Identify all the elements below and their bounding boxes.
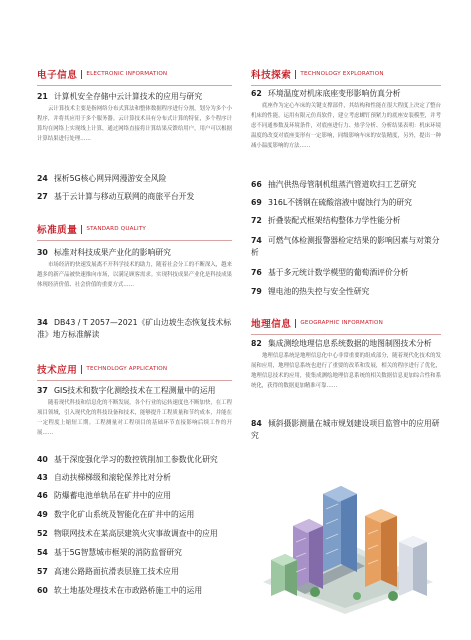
left-column — [37, 0, 232, 640]
toc-entry[interactable] — [251, 88, 441, 151]
toc-entry[interactable] — [37, 547, 232, 559]
page-number: 37 — [37, 386, 48, 395]
page-number: 82 — [251, 339, 262, 348]
article-abstract: 地理信息系统是地理信息化中心非常重要的组成部分，随着现代化技术的发展和应用，地理信息系统也进行了重要的改革和发展，相关的程序进行了优化，地理信息技术的应用，使集成测绘地理信息系统的相关数据信息更加综合性和系统化，获得的数据更加精准可靠…… — [251, 353, 441, 390]
section-electronic-information — [37, 67, 232, 86]
toc-entry[interactable] — [251, 338, 441, 391]
page-number: 24 — [37, 174, 48, 183]
toc-entry[interactable] — [37, 472, 232, 484]
toc-entry[interactable] — [37, 528, 232, 540]
article-title: 基于多元统计数学模型的葡萄酒评价分析 — [268, 268, 409, 277]
section-title-en: TECHNOLOGY EXPLORATION — [300, 71, 384, 77]
toc-entry[interactable] — [251, 267, 441, 279]
article-title: 环境温度对机床底座变形影响仿真分析 — [268, 89, 401, 98]
article-title: 物联网技术在某高层建筑火灾事故调查中的应用 — [54, 529, 218, 538]
section-title-en: STANDARD QUALITY — [86, 226, 147, 232]
page-number: 62 — [251, 89, 262, 98]
section-geographic-information — [251, 316, 441, 335]
article-title: 自动扶梯梯级和滚轮保养比对分析 — [54, 473, 171, 482]
article-title: 316L不锈钢在硫酸溶液中腐蚀行为的研究 — [268, 198, 412, 207]
section-title-zh: 技术应用 — [37, 365, 78, 376]
page-number: 52 — [37, 529, 48, 538]
article-title: 基于深度强化学习的数控铣削加工参数优化研究 — [54, 455, 218, 464]
page-number: 76 — [251, 268, 262, 277]
toc-entry[interactable] — [37, 566, 232, 578]
page-number: 66 — [251, 180, 262, 189]
page-number: 54 — [37, 548, 48, 557]
toc-entry[interactable] — [251, 179, 441, 191]
section-rule — [251, 85, 441, 86]
article-title: 集成测绘地理信息系统数据的地图制图技术分析 — [268, 339, 432, 348]
article-title: 高速公路路面抗滑表层施工技术应用 — [54, 567, 179, 576]
toc-entry[interactable] — [37, 490, 232, 502]
toc-entry[interactable] — [251, 235, 441, 260]
page-number: 69 — [251, 198, 262, 207]
section-title-zh: 科技探索 — [251, 70, 292, 81]
section-divider — [295, 70, 296, 79]
article-abstract: 云计算技术主要是指网络分布式算法和整体数据程序进行分割，划分为多个小程序，并将其应用于多个服务器。云计算技术具有分布式计算的特征，多个程序计算均在网络上实现线上计算，通过网络直接将计算结果反馈给用户，用户可以根据计算结果进行处理…… — [37, 106, 232, 143]
article-title: 防爆蓄电池单轨吊在矿井中的应用 — [54, 491, 171, 500]
section-header — [37, 362, 232, 376]
article-title: 可燃气体检测报警器检定结果的影响因素与对策分析 — [251, 236, 440, 258]
section-title-en: ELECTRONIC INFORMATION — [86, 71, 168, 77]
article-title: 探析5G核心网异网漫游安全风险 — [54, 174, 167, 183]
toc-entry[interactable] — [37, 91, 232, 144]
page-number: 57 — [37, 567, 48, 576]
toc-entry[interactable] — [37, 385, 232, 438]
toc-entry[interactable] — [37, 454, 232, 466]
page-number: 40 — [37, 455, 48, 464]
section-technology-exploration — [251, 67, 441, 86]
article-title: 数字化矿山系统及智能化在矿井中的运用 — [54, 510, 195, 519]
article-title: DB43 / T 2057—2021《矿山边坡生态恢复技术标准》地方标准解读 — [37, 318, 232, 340]
section-divider — [81, 70, 82, 79]
section-header — [251, 67, 441, 81]
article-title: 折叠装配式框架结构整体力学性能分析 — [268, 216, 401, 225]
page-number: 34 — [37, 318, 48, 327]
article-abstract: 随着现代科技和信息化的不断发展，各个行业的运转速度也不断加快，在工程项目领域，引入现代化的科技设备和技术，能够提升工程质量和节约成本，并能在一定程度上缩短工期。工程测量对工程项目的基础环节直接影响后续工作的开展…… — [37, 400, 232, 437]
isometric-city-buildings-icon — [253, 464, 439, 614]
article-title: 标准对科技成果产业化的影响研究 — [54, 248, 171, 257]
toc-entry[interactable] — [251, 215, 441, 227]
section-title-zh: 标准质量 — [37, 225, 78, 236]
section-standard-quality — [37, 222, 232, 241]
section-rule — [251, 334, 441, 335]
toc-entry[interactable] — [37, 317, 232, 342]
section-header — [37, 222, 232, 236]
page-number: 21 — [37, 92, 48, 101]
section-rule — [37, 85, 232, 86]
article-title: 基于5G智慧城市框架的消防监督研究 — [54, 548, 182, 557]
article-abstract: 市场经济的快速发展离不开科学技术的助力，随着社会分工的不断深入，越来越多的新产品被快速推向市场，以满足顾客需求。实现科技成果产业化是科技成果体现经济价值、社会价值的重要方式…… — [37, 262, 232, 289]
section-rule — [37, 380, 232, 381]
article-title: 抽汽供热母管制机组蒸汽管道吹扫工艺研究 — [268, 180, 417, 189]
article-abstract: 底座作为定心车床的关键支撑部件，其结构和性能在很大程度上决定了整台机床的性能。运用有限元仿真软件，建立考虑螺钉预紧力的底座安装模型，并考虑不同通参数及环境条件，对底座进行力、热学分析、分析结果表明：机床环境温度的改变对底座变形有一定影响，同级影响车床的安装精度，另外，提出一种减小温度影响的方法…… — [251, 103, 441, 150]
page-number: 72 — [251, 216, 262, 225]
section-title-en: GEOGRAPHIC INFORMATION — [300, 320, 383, 326]
toc-entry[interactable] — [37, 509, 232, 521]
page-number: 84 — [251, 419, 262, 428]
article-title: 软土地基处理技术在市政路桥施工中的运用 — [54, 586, 203, 595]
section-divider — [81, 225, 82, 234]
page-number: 79 — [251, 287, 262, 296]
section-rule — [37, 240, 232, 241]
article-title: 锂电池的热失控与安全性研究 — [268, 287, 370, 296]
toc-entry[interactable] — [37, 191, 232, 203]
section-divider — [295, 319, 296, 328]
section-technology-application — [37, 362, 232, 381]
article-title: GIS技术和数字化测绘技术在工程测量中的运用 — [54, 386, 216, 395]
section-header — [251, 316, 441, 330]
toc-entry[interactable] — [251, 418, 441, 443]
page-number: 74 — [251, 236, 262, 245]
section-title-zh: 电子信息 — [37, 70, 78, 81]
toc-entry[interactable] — [251, 197, 441, 209]
page-number: 27 — [37, 192, 48, 201]
page-number: 43 — [37, 473, 48, 482]
page-number: 49 — [37, 510, 48, 519]
article-title: 基于云计算与移动互联网的商旅平台开发 — [54, 192, 195, 201]
page-number: 46 — [37, 491, 48, 500]
toc-entry[interactable] — [251, 286, 441, 298]
toc-entry[interactable] — [37, 247, 232, 290]
page-number: 30 — [37, 248, 48, 257]
section-title-zh: 地理信息 — [251, 319, 292, 330]
article-title: 倾斜摄影测量在城市规划建设项目监管中的应用研究 — [251, 419, 440, 441]
toc-entry[interactable] — [37, 585, 232, 597]
section-header — [37, 67, 232, 81]
page-number: 60 — [37, 586, 48, 595]
toc-entry[interactable] — [37, 173, 232, 185]
section-divider — [81, 365, 82, 374]
section-title-en: TECHNOLOGY APPLICATION — [86, 366, 168, 372]
article-title: 计算机安全存储中云计算技术的应用与研究 — [54, 92, 203, 101]
